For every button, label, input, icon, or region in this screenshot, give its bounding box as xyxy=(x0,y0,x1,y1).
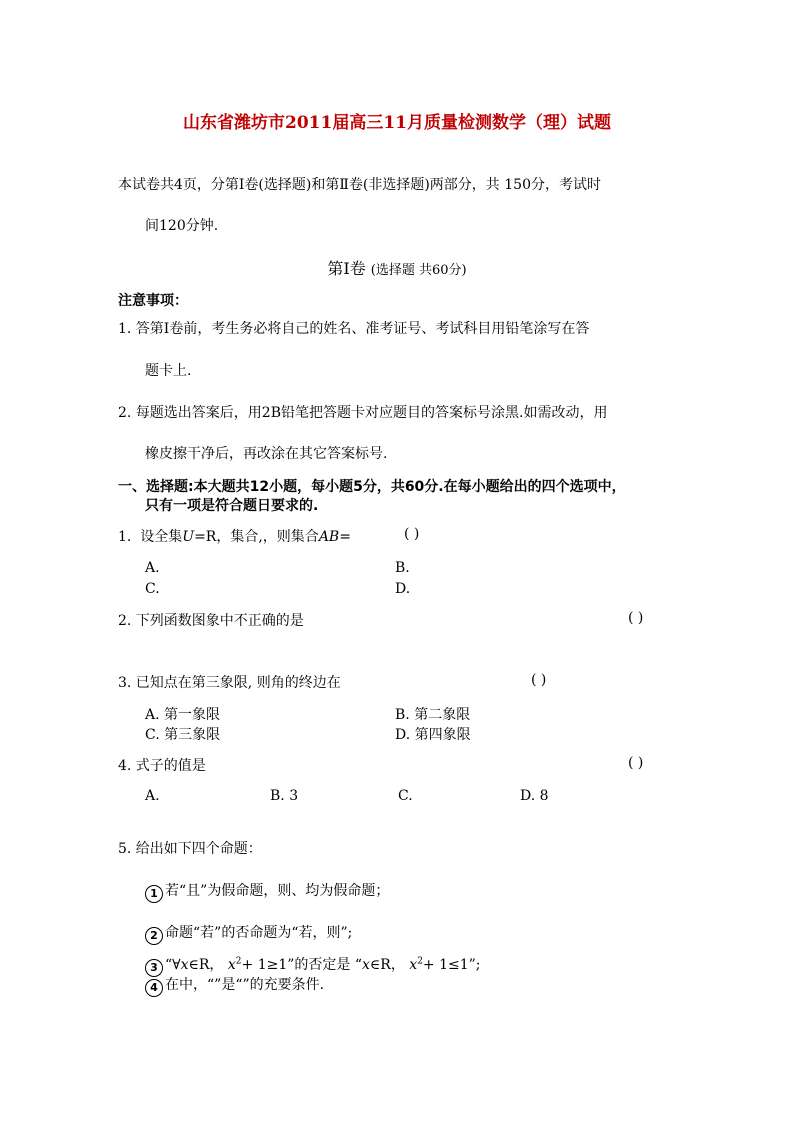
q5-p1-text: 若“且”为假命题，则、均为假命题； xyxy=(165,883,390,899)
part-1-line-1: 一、选择题:本大题共12小题，每小题5分，共60分.在每小题给出的四个选项中， xyxy=(118,479,626,495)
circled-number-icon: 2 xyxy=(145,927,163,945)
q5-proposition-2 xyxy=(145,922,352,945)
circled-number-icon: 4 xyxy=(145,979,163,997)
q5-p3-exponent: 2 xyxy=(235,956,242,967)
q5-proposition-4 xyxy=(145,974,324,997)
q5-p3-part: ∈R， xyxy=(369,957,405,973)
q3-option-b: B. 第二象限 xyxy=(395,707,471,723)
q1-option-c: C. xyxy=(145,581,160,597)
question-3: 3. 已知点在第三象限, 则角的终边在 xyxy=(118,675,341,691)
question-5: 5. 给出如下四个命题： xyxy=(118,841,262,857)
note-2-line-1: 2. 每题选出答案后，用2B铅笔把答题卡对应题目的答案标号涂黑.如需改动，用 xyxy=(118,405,608,421)
q3-option-c: C. 第三象限 xyxy=(145,727,221,743)
note-1-line-2: 题卡上. xyxy=(145,363,192,379)
section-1-subtitle: (选择题 共60分) xyxy=(370,263,467,278)
question-2: 2. 下列函数图象中不正确的是 xyxy=(118,613,304,629)
question-1 xyxy=(118,526,351,546)
part-1-line-2: 只有一项是符合题日要求的. xyxy=(145,498,319,514)
q4-option-c: C. xyxy=(398,788,413,804)
q4-option-a: A. xyxy=(145,788,160,804)
q1-option-d: D. xyxy=(395,581,411,597)
q5-p3-var: x xyxy=(409,957,418,973)
q5-p3-exponent: 2 xyxy=(417,956,423,967)
q2-answer-paren: ( ) xyxy=(628,610,644,626)
notes-heading: 注意事项： xyxy=(118,293,188,309)
q1-answer-paren: ( ) xyxy=(404,526,420,542)
q3-option-d: D. 第四象限 xyxy=(395,727,471,743)
q5-p3-part: ∈R， xyxy=(188,957,224,973)
q5-p2-text: 命题“若”的否命题为“若，则”; xyxy=(165,925,353,941)
q5-p3-var: x xyxy=(180,957,189,973)
circled-number-icon: 3 xyxy=(145,959,163,977)
intro-line-1: 本试卷共4页，分第Ⅰ卷(选择题)和第Ⅱ卷(非选择题)两部分，共 150分，考试时 xyxy=(118,177,601,193)
note-1-line-1: 1. 答第Ⅰ卷前，考生务必将自己的姓名、准考证号、考试科目用铅笔涂写在答 xyxy=(118,321,590,337)
q5-p3-var: x xyxy=(362,957,370,973)
note-2-line-2: 橡皮擦干净后，再改涂在其它答案标号. xyxy=(145,446,388,462)
q5-p4-text: 在中，“”是“”的充要条件. xyxy=(165,977,325,993)
q5-p3-part: “∀ xyxy=(165,957,181,973)
intro-line-2: 间120分钟. xyxy=(145,218,219,234)
q4-answer-paren: ( ) xyxy=(628,755,644,771)
q1-text-mid: =R，集合,，则集合 xyxy=(194,529,319,545)
circled-number-icon: 1 xyxy=(145,885,163,903)
q3-option-a: A. 第一象限 xyxy=(145,707,221,723)
q1-option-b: B. xyxy=(395,560,410,576)
section-1-title: 第Ⅰ卷 xyxy=(327,259,366,278)
q4-option-b: B. 3 xyxy=(270,788,299,804)
question-4: 4. 式子的值是 xyxy=(118,758,206,774)
q5-p3-part: + 1≤1”; xyxy=(422,957,481,973)
q1-text-post: = xyxy=(339,529,351,545)
q5-p3-part: + 1≥1”的否定是 “ xyxy=(241,957,363,973)
q3-answer-paren: ( ) xyxy=(531,672,547,688)
section-1-heading xyxy=(0,256,794,279)
q1-var-ab: AB xyxy=(318,529,340,545)
q1-text-pre: 设全集 xyxy=(140,529,183,545)
q1-option-a: A. xyxy=(145,560,160,576)
page-title: 山东省潍坊市2011届高三11月质量检测数学（理）试题 xyxy=(183,113,611,133)
q5-proposition-1 xyxy=(145,880,389,903)
q1-number: 1. xyxy=(118,529,132,545)
q5-p3-var: x xyxy=(227,957,236,973)
q4-option-d: D. 8 xyxy=(520,788,549,804)
q1-var-u: U xyxy=(182,529,195,545)
